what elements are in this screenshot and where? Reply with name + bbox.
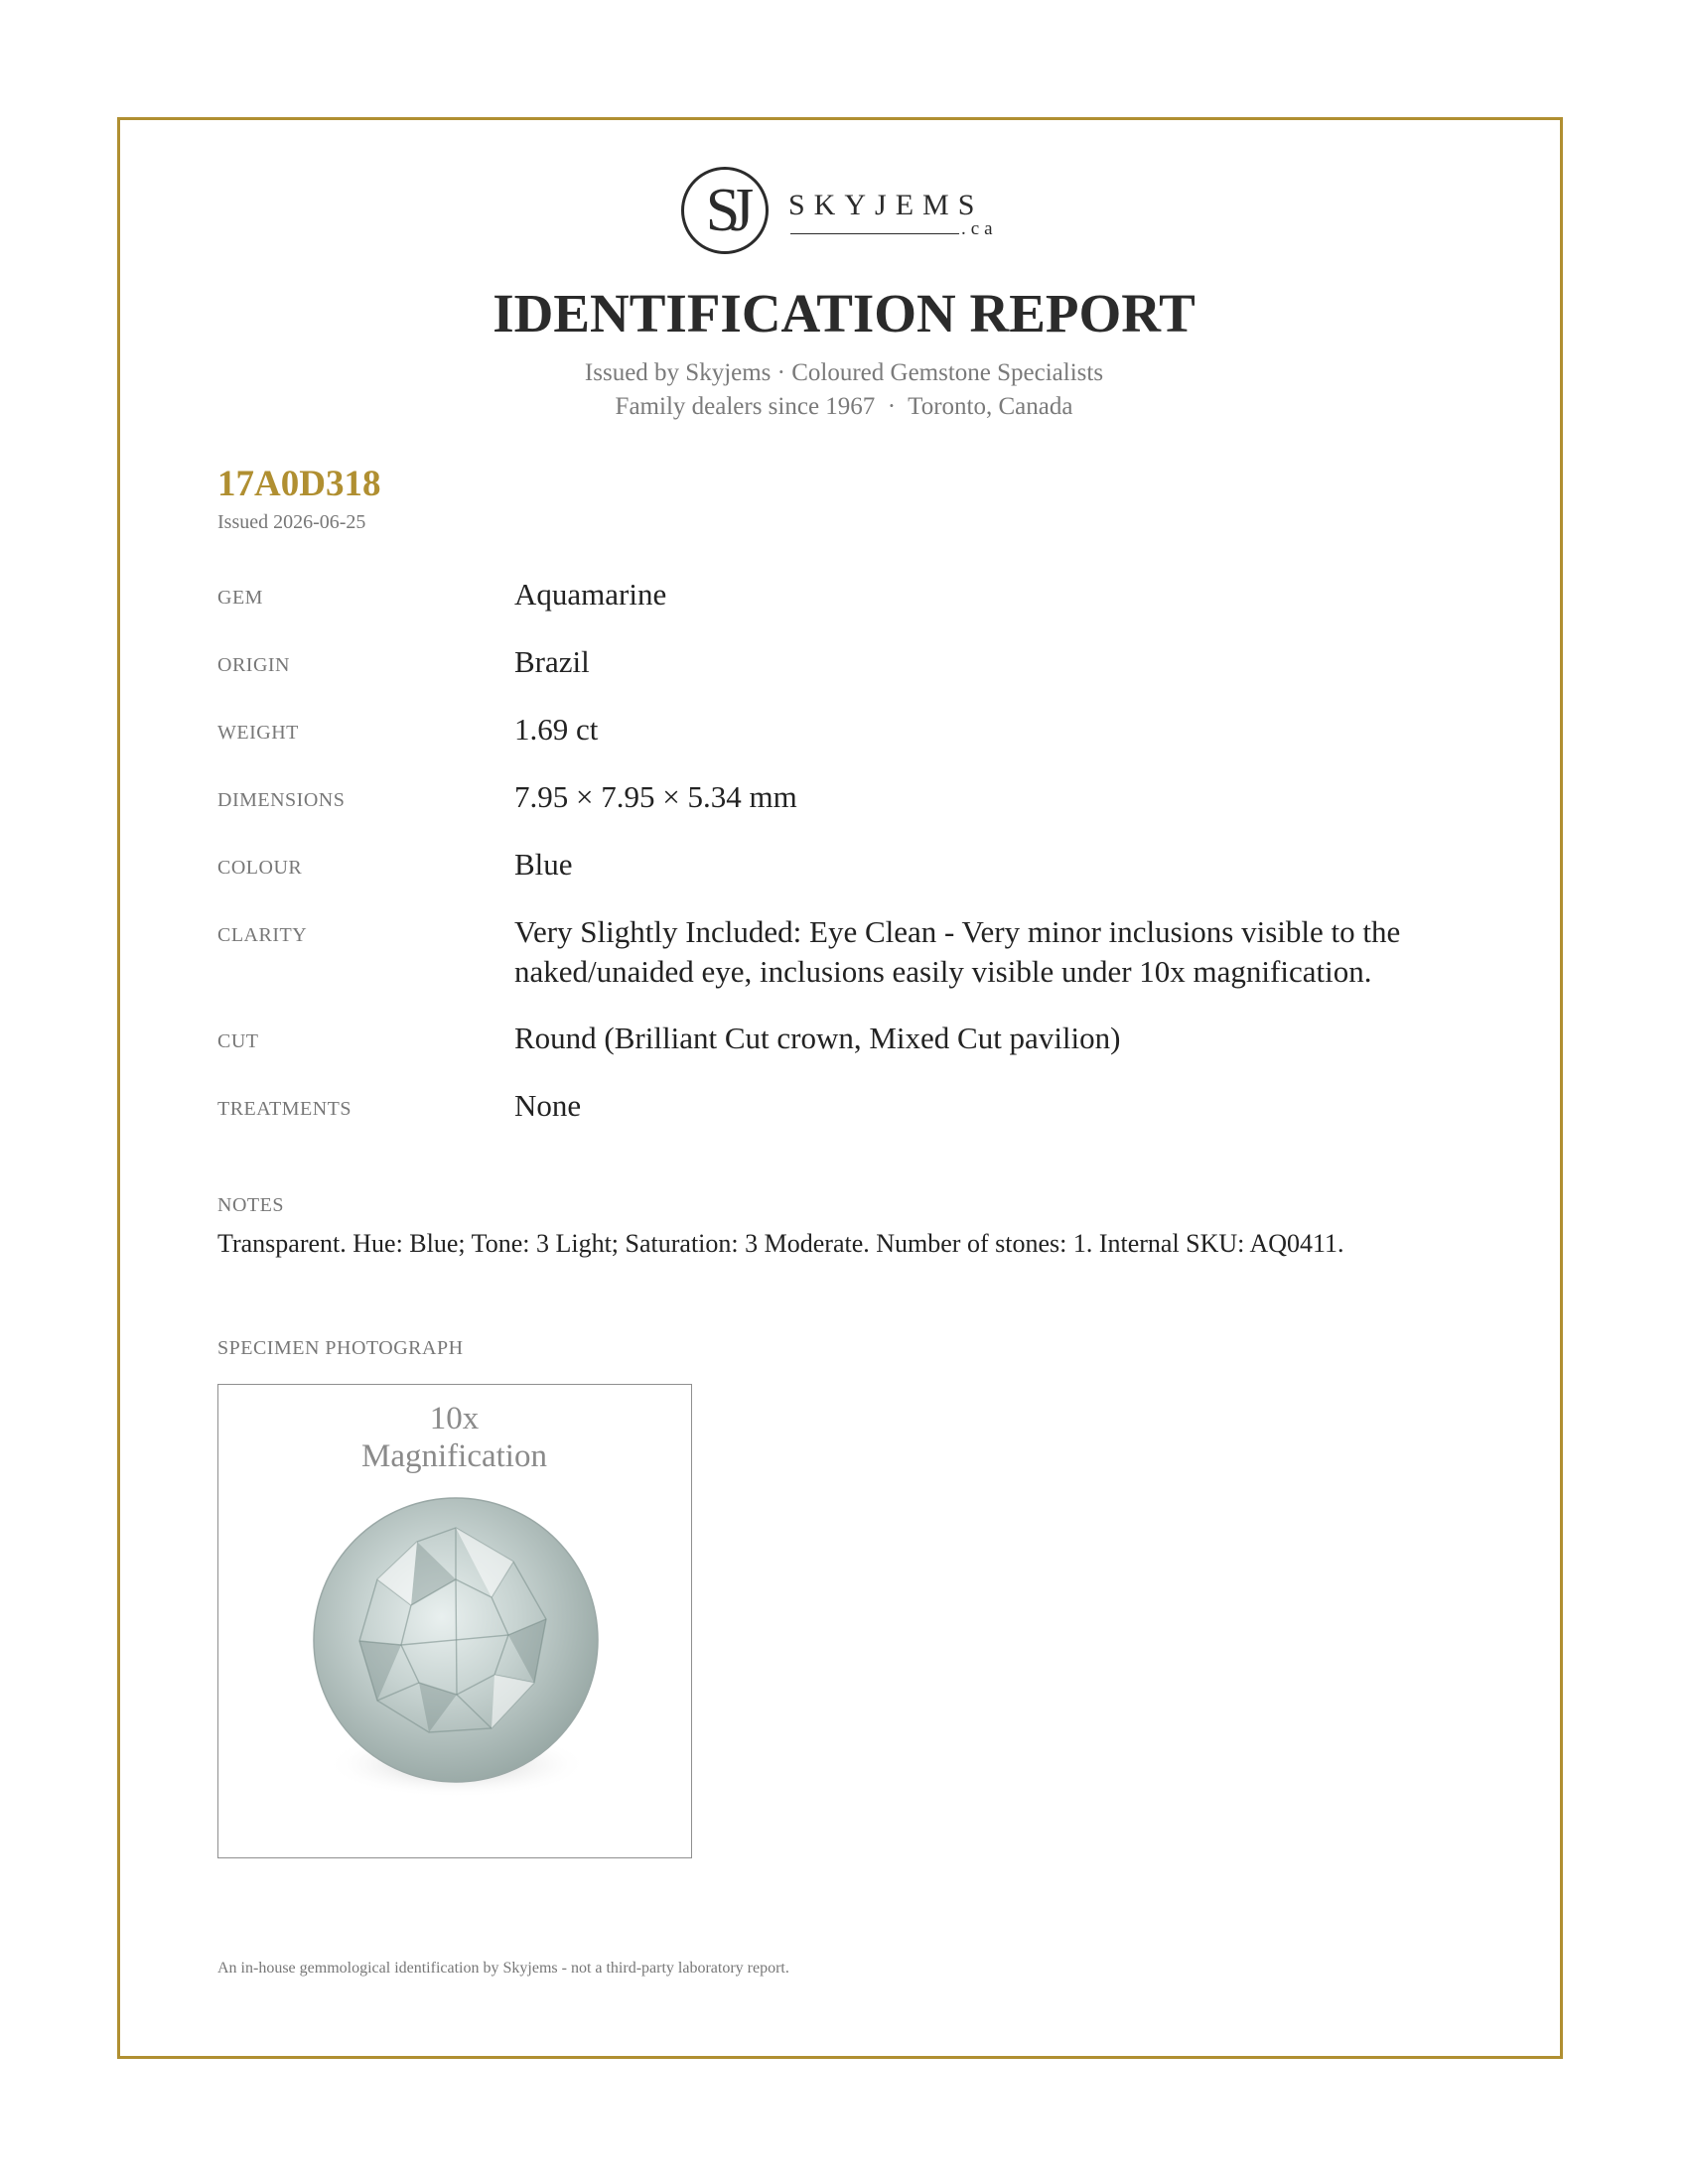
field-value-dimensions: 7.95 × 7.95 × 5.34 mm (514, 779, 797, 814)
logo-monogram: SJ (705, 177, 745, 244)
gemstone-image (218, 1385, 690, 1856)
specimen-photo (217, 1384, 692, 1858)
magnification-value: 10x (429, 1401, 480, 1436)
notes-label: NOTES (217, 1194, 284, 1216)
field-label-origin: ORIGIN (217, 654, 290, 676)
field-value-colour: Blue (514, 847, 573, 882)
field-value-gem: Aquamarine (514, 577, 667, 612)
field-value-cut: Round (Brilliant Cut crown, Mixed Cut pavilion) (514, 1021, 1121, 1055)
skyjems-logo (681, 163, 1009, 262)
issued-date: Issued 2026-06-25 (217, 511, 366, 533)
field-label-dimensions: DIMENSIONS (217, 789, 346, 811)
field-label-clarity: CLARITY (217, 924, 308, 946)
field-value-origin: Brazil (514, 644, 590, 679)
report-number: 17A0D318 (217, 464, 381, 504)
since-line: Family dealers since 1967 · Toronto, Canada (615, 393, 1073, 420)
magnification-label: Magnification (361, 1438, 547, 1474)
footer-disclaimer: An in-house gemmological identification by Skyjems - not a third-party laboratory report. (217, 1960, 789, 1977)
field-label-colour: COLOUR (217, 857, 303, 879)
field-label-weight: WEIGHT (217, 722, 299, 744)
report-title: IDENTIFICATION REPORT (492, 283, 1196, 343)
photo-label: SPECIMEN PHOTOGRAPH (217, 1337, 464, 1359)
field-label-treatments: TREATMENTS (217, 1098, 352, 1120)
field-value-treatments: None (514, 1088, 582, 1123)
field-value-clarity: Very Slightly Included: Eye Clean - Very minor inclusions visible to the naked/unaided eye, inclusions easily visible under 10x magnification. (514, 914, 1401, 989)
issuer-line: Issued by Skyjems · Coloured Gemstone Specialists (584, 359, 1104, 386)
logo-underline (790, 233, 959, 234)
logo-wordmark: SKYJEMS (788, 189, 984, 221)
field-label-cut: CUT (217, 1030, 259, 1052)
notes-text: Transparent. Hue: Blue; Tone: 3 Light; Saturation: 3 Moderate. Number of stones: 1. Internal SKU: AQ0411. (217, 1229, 1344, 1258)
field-label-gem: GEM (217, 587, 263, 609)
logo-domain: .ca (961, 218, 998, 239)
field-value-weight: 1.69 ct (514, 712, 599, 747)
